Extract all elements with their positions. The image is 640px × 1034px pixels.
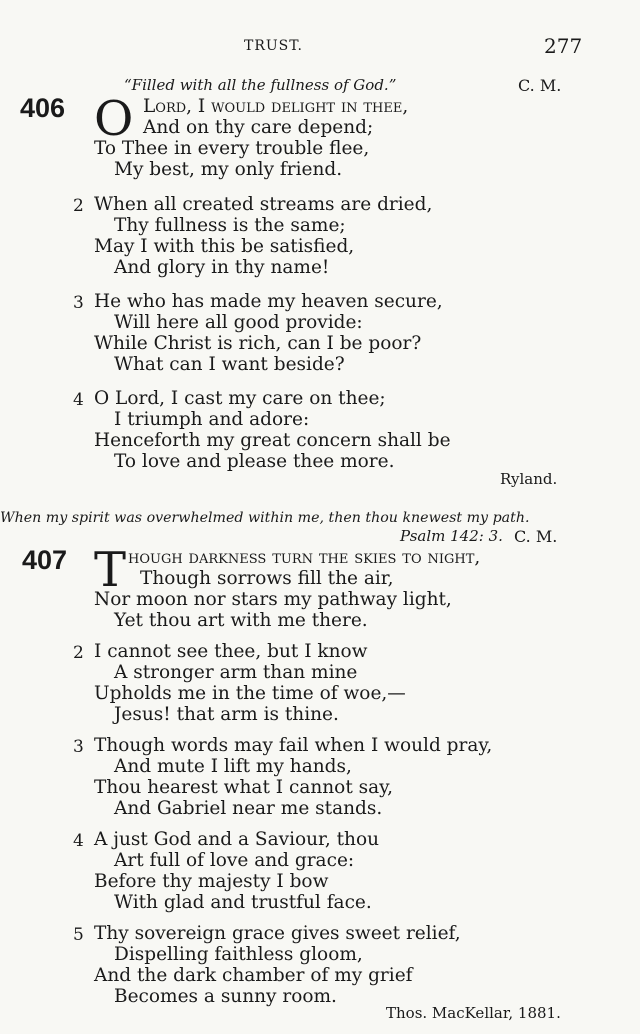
hymn-407-meter: C. M. [514,527,558,546]
verse-line: Though words may fail when I would pray, [94,735,493,756]
verse-line: I triumph and adore: [114,409,310,430]
verse-line: Dispelling faithless gloom, [114,944,363,965]
verse-line: And on thy care depend; [143,117,374,138]
verse-line: Though sorrows fill the air, [140,568,394,589]
page-header [0,34,640,62]
hymn-407-dropcap: T [94,542,127,598]
hymn-406-meter: C. M. [518,76,562,95]
verse-number: 5 [73,925,84,945]
hymn-407-reference: Psalm 142: 3. [400,527,503,545]
hymn-407-first-line: hough darkness turn the skies to night, [128,547,481,568]
hymn-407-epigraph: When my spirit was overwhelmed within me, then thou knewest my path. [0,510,530,526]
verse-line: My best, my only friend. [114,159,343,180]
verse-line: Yet thou art with me there. [114,610,368,631]
verse-line: May I with this be satisfied, [94,236,355,257]
verse-number: 4 [73,831,84,851]
verse-line: A just God and a Saviour, thou [94,829,380,850]
verse-line: Henceforth my great concern shall be [94,430,451,451]
verse-number: 4 [73,390,84,410]
verse-line: I cannot see thee, but I know [94,641,368,662]
hymn-407-author: Thos. MacKellar, 1881. [386,1004,561,1022]
verse-line: And glory in thy name! [114,257,330,278]
hymn-406-first-line: Lord, I would delight in thee, [143,96,409,117]
verse-number: 3 [73,293,84,313]
verse-line: What can I want beside? [114,354,345,375]
verse-line: He who has made my heaven secure, [94,291,443,312]
verse-number: 2 [73,196,84,216]
hymn-406-dropcap: O [94,91,134,147]
verse-line: Thou hearest what I cannot say, [94,777,394,798]
verse-line: To Thee in every trouble flee, [94,138,370,159]
verse-line: Jesus! that arm is thine. [114,704,339,725]
verse-line: With glad and trustful face. [114,892,372,913]
hymn-407-number: 407 [22,545,68,575]
verse-line: When all created streams are dried, [94,194,433,215]
verse-line: Before thy majesty I bow [94,871,329,892]
verse-line: Art full of love and grace: [114,850,355,871]
verse-line: Thy fullness is the same; [114,215,346,236]
verse-line: O Lord, I cast my care on thee; [94,388,386,409]
verse-number: 3 [73,737,84,757]
running-title: TRUST. [244,38,303,54]
page-number: 277 [544,34,583,58]
verse-line: Becomes a sunny room. [114,986,337,1007]
hymn-406-author: Ryland. [500,470,558,488]
verse-line: While Christ is rich, can I be poor? [94,333,422,354]
verse-line: And Gabriel near me stands. [114,798,383,819]
verse-line: Upholds me in the time of woe,— [94,683,406,704]
hymn-406-number: 406 [20,93,66,123]
verse-line: To love and please thee more. [114,451,395,472]
verse-number: 2 [73,643,84,663]
verse-line: And mute I lift my hands, [114,756,352,777]
verse-line: A stronger arm than mine [114,662,358,683]
verse-line: And the dark chamber of my grief [94,965,413,986]
verse-line: Will here all good provide: [114,312,363,333]
hymn-406-epigraph: “Filled with all the fullness of God.” [124,76,397,94]
verse-line: Nor moon nor stars my pathway light, [94,589,452,610]
verse-line: Thy sovereign grace gives sweet relief, [94,923,461,944]
